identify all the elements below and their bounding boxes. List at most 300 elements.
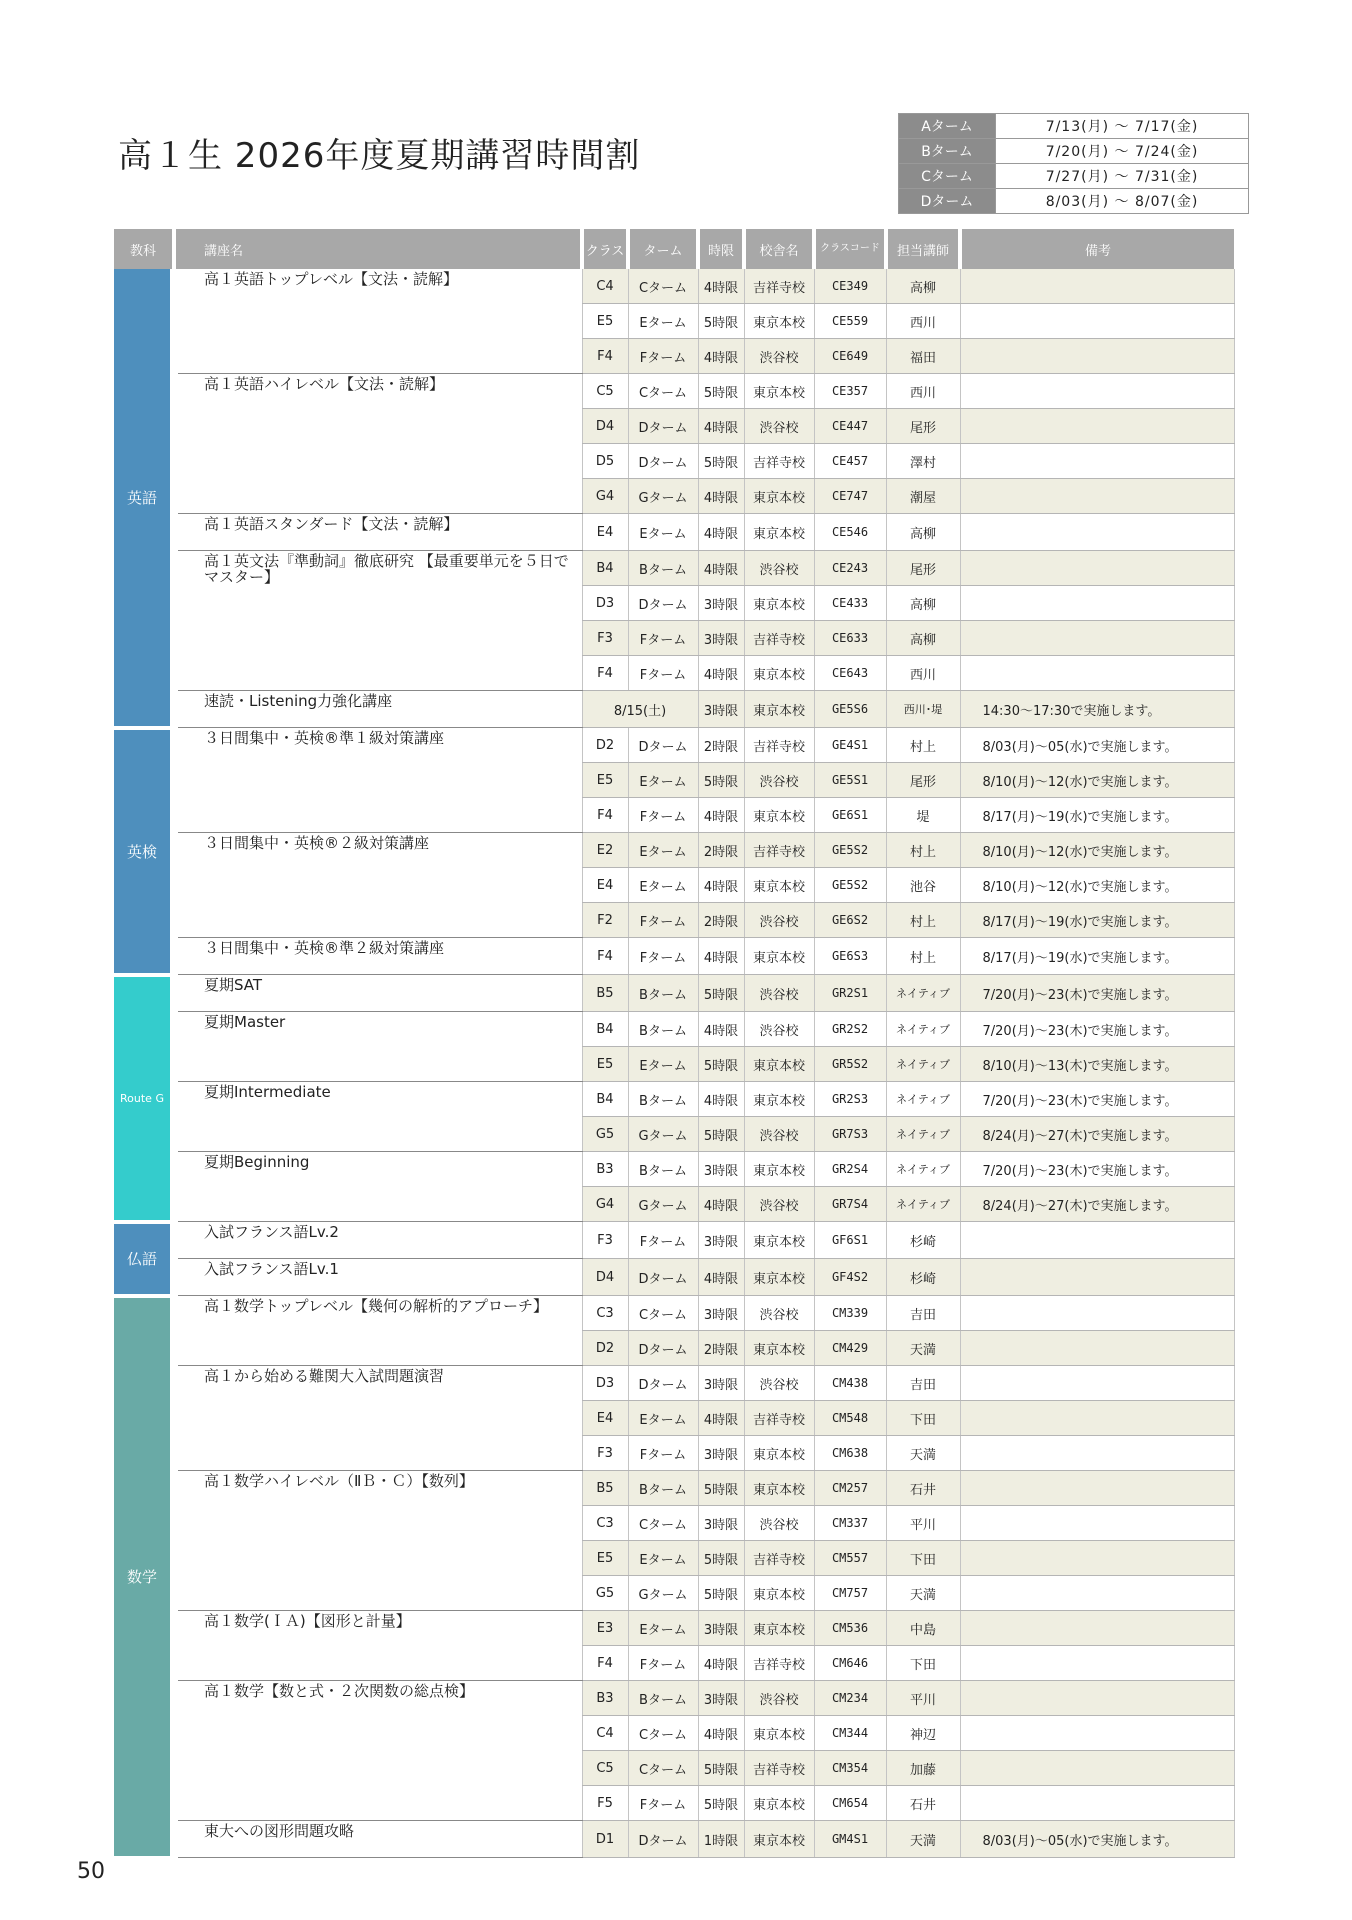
term-label: Aターム (899, 114, 996, 139)
campus-cell: 東京本校 (744, 1222, 814, 1259)
period-cell: 3時限 (698, 1436, 744, 1471)
class-cell: E3 (582, 1611, 628, 1646)
notes-cell (960, 1541, 1234, 1576)
campus-cell: 渋谷校 (744, 1366, 814, 1401)
code-cell: GF4S2 (814, 1259, 886, 1296)
term-cell: Fターム (628, 1436, 698, 1471)
term-cell: Eターム (628, 1541, 698, 1576)
teacher-cell: 加藤 (886, 1751, 960, 1786)
course-name: ３日間集中・英検®２級対策講座 (174, 833, 582, 938)
subject-label: 仏語 (114, 1222, 174, 1296)
code-cell: GR2S2 (814, 1012, 886, 1047)
course-name: 夏期Intermediate (174, 1082, 582, 1152)
code-cell: CM337 (814, 1506, 886, 1541)
campus-cell: 渋谷校 (744, 975, 814, 1012)
class-cell: D2 (582, 1331, 628, 1366)
class-cell: G5 (582, 1117, 628, 1152)
class-cell: F4 (582, 656, 628, 691)
term-label: Cターム (899, 164, 996, 189)
code-cell: GF6S1 (814, 1222, 886, 1259)
class-cell: G4 (582, 479, 628, 514)
period-cell: 5時限 (698, 1047, 744, 1082)
term-cell: Fターム (628, 656, 698, 691)
teacher-cell: 石井 (886, 1471, 960, 1506)
teacher-cell: ネイティブ (886, 1082, 960, 1117)
period-cell: 5時限 (698, 444, 744, 479)
teacher-cell: 澤村 (886, 444, 960, 479)
period-cell: 5時限 (698, 374, 744, 409)
teacher-cell: ネイティブ (886, 975, 960, 1012)
teacher-cell: ネイティブ (886, 1047, 960, 1082)
code-cell: GR5S2 (814, 1047, 886, 1082)
teacher-cell: 吉田 (886, 1366, 960, 1401)
table-row (114, 1082, 1234, 1117)
campus-cell: 東京本校 (744, 1611, 814, 1646)
term-cell: Eターム (628, 763, 698, 798)
teacher-cell: 尾形 (886, 551, 960, 586)
teacher-cell: ネイティブ (886, 1152, 960, 1187)
table-row (114, 691, 1234, 728)
class-cell: D4 (582, 1259, 628, 1296)
campus-cell: 東京本校 (744, 304, 814, 339)
term-cell: Dターム (628, 586, 698, 621)
class-cell: D3 (582, 1366, 628, 1401)
subject-label: 英検 (114, 728, 174, 975)
teacher-cell: 下田 (886, 1541, 960, 1576)
teacher-cell: 天満 (886, 1331, 960, 1366)
period-cell: 4時限 (698, 479, 744, 514)
course-name: 高１数学(ＩＡ)【図形と計量】 (174, 1611, 582, 1681)
period-cell: 3時限 (698, 1366, 744, 1401)
class-cell: F5 (582, 1786, 628, 1821)
header-teacher: 担当講師 (886, 229, 960, 269)
table-row (114, 938, 1234, 975)
course-name: 高１数学【数と式・２次関数の総点検】 (174, 1681, 582, 1821)
course-name: 夏期SAT (174, 975, 582, 1012)
period-cell: 4時限 (698, 269, 744, 304)
campus-cell: 吉祥寺校 (744, 621, 814, 656)
period-cell: 3時限 (698, 586, 744, 621)
campus-cell: 東京本校 (744, 798, 814, 833)
campus-cell: 渋谷校 (744, 763, 814, 798)
notes-cell: 8/03(月)～05(水)で実施します。 (960, 1821, 1234, 1858)
period-cell: 4時限 (698, 868, 744, 903)
class-cell: E4 (582, 1401, 628, 1436)
course-name: 東大への図形問題攻略 (174, 1821, 582, 1858)
code-cell: CM438 (814, 1366, 886, 1401)
teacher-cell: 村上 (886, 728, 960, 763)
teacher-cell: 下田 (886, 1646, 960, 1681)
code-cell: CM548 (814, 1401, 886, 1436)
term-row (899, 114, 1249, 139)
campus-cell: 渋谷校 (744, 551, 814, 586)
campus-cell: 東京本校 (744, 656, 814, 691)
period-cell: 4時限 (698, 1716, 744, 1751)
table-row (114, 1259, 1234, 1296)
notes-cell (960, 1751, 1234, 1786)
notes-cell: 8/17(月)～19(水)で実施します。 (960, 938, 1234, 975)
period-cell: 1時限 (698, 1821, 744, 1858)
campus-cell: 東京本校 (744, 1716, 814, 1751)
term-cell: Dターム (628, 1331, 698, 1366)
campus-cell: 渋谷校 (744, 1012, 814, 1047)
notes-cell (960, 1331, 1234, 1366)
term-cell: Bターム (628, 1012, 698, 1047)
class-cell: F4 (582, 339, 628, 374)
class-cell: B3 (582, 1681, 628, 1716)
term-cell: Cターム (628, 1716, 698, 1751)
table-row (114, 1296, 1234, 1331)
code-cell: CM536 (814, 1611, 886, 1646)
period-cell: 5時限 (698, 1117, 744, 1152)
header-period: 時限 (698, 229, 744, 269)
term-cell: Eターム (628, 514, 698, 551)
notes-cell (960, 1471, 1234, 1506)
teacher-cell: 西川･堤 (886, 691, 960, 728)
code-cell: GE6S2 (814, 903, 886, 938)
teacher-cell: 西川 (886, 374, 960, 409)
code-cell: GE6S3 (814, 938, 886, 975)
code-cell: GE5S6 (814, 691, 886, 728)
teacher-cell: 高柳 (886, 621, 960, 656)
term-cell: Eターム (628, 1401, 698, 1436)
teacher-cell: ネイティブ (886, 1117, 960, 1152)
notes-cell (960, 1401, 1234, 1436)
teacher-cell: 高柳 (886, 269, 960, 304)
class-cell: F4 (582, 798, 628, 833)
class-cell: D3 (582, 586, 628, 621)
class-cell: C5 (582, 1751, 628, 1786)
class-cell: B3 (582, 1152, 628, 1187)
code-cell: CE349 (814, 269, 886, 304)
teacher-cell: 村上 (886, 938, 960, 975)
course-name: 高１数学トップレベル【幾何の解析的アプローチ】 (174, 1296, 582, 1366)
code-cell: GR7S3 (814, 1117, 886, 1152)
notes-cell (960, 656, 1234, 691)
term-cell: Dターム (628, 1366, 698, 1401)
campus-cell: 吉祥寺校 (744, 1751, 814, 1786)
campus-cell: 渋谷校 (744, 1117, 814, 1152)
campus-cell: 吉祥寺校 (744, 1541, 814, 1576)
class-cell: D1 (582, 1821, 628, 1858)
subject-label: Route G (114, 975, 174, 1222)
class-cell: F3 (582, 1436, 628, 1471)
notes-cell: 8/17(月)～19(水)で実施します。 (960, 798, 1234, 833)
notes-cell: 7/20(月)～23(木)で実施します。 (960, 1082, 1234, 1117)
code-cell: GM4S1 (814, 1821, 886, 1858)
class-cell: G4 (582, 1187, 628, 1222)
class-cell: E5 (582, 1541, 628, 1576)
header-subject: 教科 (114, 229, 174, 269)
term-cell: Dターム (628, 444, 698, 479)
term-dates: 8/03(月) ～ 8/07(金) (996, 189, 1249, 214)
notes-cell: 8/03(月)～05(水)で実施します。 (960, 728, 1234, 763)
code-cell: CE643 (814, 656, 886, 691)
teacher-cell: 平川 (886, 1506, 960, 1541)
teacher-cell: 高柳 (886, 514, 960, 551)
course-name: ３日間集中・英検®準１級対策講座 (174, 728, 582, 833)
class-cell: B4 (582, 1012, 628, 1047)
header-notes: 備考 (960, 229, 1234, 269)
class-cell: F3 (582, 1222, 628, 1259)
class-cell: E4 (582, 514, 628, 551)
class-cell: F2 (582, 903, 628, 938)
table-row (114, 1471, 1234, 1506)
class-cell: F4 (582, 1646, 628, 1681)
notes-cell: 14:30～17:30で実施します。 (960, 691, 1234, 728)
code-cell: CM757 (814, 1576, 886, 1611)
notes-cell: 8/24(月)～27(木)で実施します。 (960, 1117, 1234, 1152)
teacher-cell: 尾形 (886, 409, 960, 444)
term-cell: Bターム (628, 1082, 698, 1117)
class-cell: B4 (582, 551, 628, 586)
period-cell: 3時限 (698, 691, 744, 728)
class-cell: C4 (582, 1716, 628, 1751)
period-cell: 4時限 (698, 1012, 744, 1047)
course-name: 入試フランス語Lv.1 (174, 1259, 582, 1296)
campus-cell: 吉祥寺校 (744, 728, 814, 763)
campus-cell: 吉祥寺校 (744, 1646, 814, 1681)
code-cell: GR2S1 (814, 975, 886, 1012)
notes-cell (960, 514, 1234, 551)
term-row (899, 139, 1249, 164)
class-cell: D4 (582, 409, 628, 444)
campus-cell: 吉祥寺校 (744, 444, 814, 479)
term-cell: Fターム (628, 938, 698, 975)
period-cell: 2時限 (698, 903, 744, 938)
term-dates: 7/20(月) ～ 7/24(金) (996, 139, 1249, 164)
teacher-cell: 神辺 (886, 1716, 960, 1751)
notes-cell: 8/24(月)～27(木)で実施します。 (960, 1187, 1234, 1222)
campus-cell: 渋谷校 (744, 1187, 814, 1222)
notes-cell (960, 1611, 1234, 1646)
teacher-cell: 中島 (886, 1611, 960, 1646)
period-cell: 5時限 (698, 1471, 744, 1506)
class-cell: D5 (582, 444, 628, 479)
term-dates: 7/27(月) ～ 7/31(金) (996, 164, 1249, 189)
code-cell: CE433 (814, 586, 886, 621)
class-cell: B5 (582, 975, 628, 1012)
term-cell: Gターム (628, 1187, 698, 1222)
notes-cell (960, 1366, 1234, 1401)
term-cell: Gターム (628, 1117, 698, 1152)
term-cell: Gターム (628, 1576, 698, 1611)
notes-cell (960, 269, 1234, 304)
campus-cell: 吉祥寺校 (744, 1401, 814, 1436)
period-cell: 4時限 (698, 656, 744, 691)
campus-cell: 吉祥寺校 (744, 269, 814, 304)
notes-cell (960, 1436, 1234, 1471)
header-code: クラスコード (814, 229, 886, 269)
teacher-cell: 村上 (886, 903, 960, 938)
code-cell: CE559 (814, 304, 886, 339)
term-cell: Bターム (628, 975, 698, 1012)
campus-cell: 東京本校 (744, 1436, 814, 1471)
campus-cell: 渋谷校 (744, 409, 814, 444)
teacher-cell: ネイティブ (886, 1012, 960, 1047)
timetable (114, 229, 1235, 1860)
class-cell: G5 (582, 1576, 628, 1611)
table-row (114, 551, 1234, 586)
period-cell: 3時限 (698, 1681, 744, 1716)
page-number: 50 (77, 1859, 105, 1884)
term-cell: Bターム (628, 1152, 698, 1187)
course-name: 高１英語トップレベル【文法・読解】 (174, 269, 582, 374)
code-cell: CM429 (814, 1331, 886, 1366)
notes-cell: 8/10(月)～12(水)で実施します。 (960, 763, 1234, 798)
term-legend (898, 113, 1249, 214)
notes-cell (960, 551, 1234, 586)
term-cell: Cターム (628, 1506, 698, 1541)
term-cell: Cターム (628, 269, 698, 304)
teacher-cell: 西川 (886, 656, 960, 691)
notes-cell (960, 339, 1234, 374)
table-row (114, 514, 1234, 551)
class-cell: C3 (582, 1506, 628, 1541)
teacher-cell: ネイティブ (886, 1187, 960, 1222)
teacher-cell: 尾形 (886, 763, 960, 798)
course-name: 高１英文法『準動詞』徹底研究 【最重要単元を５日でマスター】 (174, 551, 582, 691)
notes-cell (960, 1506, 1234, 1541)
header-course: 講座名 (174, 229, 582, 269)
class-cell: 8/15(土) (582, 691, 698, 728)
campus-cell: 渋谷校 (744, 1506, 814, 1541)
notes-cell (960, 1786, 1234, 1821)
course-name: 高１から始める難関大入試問題演習 (174, 1366, 582, 1471)
teacher-cell: 天満 (886, 1576, 960, 1611)
campus-cell: 東京本校 (744, 479, 814, 514)
notes-cell (960, 374, 1234, 409)
term-cell: Bターム (628, 551, 698, 586)
notes-cell (960, 1716, 1234, 1751)
term-cell: Dターム (628, 1821, 698, 1858)
term-cell: Dターム (628, 1259, 698, 1296)
code-cell: GR2S4 (814, 1152, 886, 1187)
code-cell: CE633 (814, 621, 886, 656)
table-row (114, 1681, 1234, 1716)
period-cell: 3時限 (698, 1506, 744, 1541)
notes-cell (960, 1576, 1234, 1611)
notes-cell (960, 479, 1234, 514)
period-cell: 2時限 (698, 728, 744, 763)
campus-cell: 東京本校 (744, 691, 814, 728)
notes-cell (960, 304, 1234, 339)
period-cell: 3時限 (698, 1152, 744, 1187)
code-cell: GE5S1 (814, 763, 886, 798)
teacher-cell: 天満 (886, 1821, 960, 1858)
class-cell: E4 (582, 868, 628, 903)
period-cell: 5時限 (698, 1786, 744, 1821)
code-cell: GE6S1 (814, 798, 886, 833)
notes-cell (960, 621, 1234, 656)
period-cell: 4時限 (698, 409, 744, 444)
period-cell: 3時限 (698, 621, 744, 656)
notes-cell (960, 444, 1234, 479)
teacher-cell: 西川 (886, 304, 960, 339)
period-cell: 4時限 (698, 1646, 744, 1681)
code-cell: CM557 (814, 1541, 886, 1576)
teacher-cell: 福田 (886, 339, 960, 374)
period-cell: 5時限 (698, 763, 744, 798)
campus-cell: 東京本校 (744, 1471, 814, 1506)
campus-cell: 東京本校 (744, 1259, 814, 1296)
period-cell: 4時限 (698, 551, 744, 586)
teacher-cell: 天満 (886, 1436, 960, 1471)
table-row (114, 374, 1234, 409)
course-name: 入試フランス語Lv.2 (174, 1222, 582, 1259)
period-cell: 3時限 (698, 1611, 744, 1646)
term-label: Dターム (899, 189, 996, 214)
period-cell: 3時限 (698, 1296, 744, 1331)
term-cell: Fターム (628, 903, 698, 938)
code-cell: CE357 (814, 374, 886, 409)
term-cell: Fターム (628, 1222, 698, 1259)
notes-cell (960, 1296, 1234, 1331)
table-row (114, 1152, 1234, 1187)
code-cell: CM638 (814, 1436, 886, 1471)
notes-cell (960, 409, 1234, 444)
teacher-cell: 潮屋 (886, 479, 960, 514)
campus-cell: 東京本校 (744, 374, 814, 409)
subject-label: 数学 (114, 1296, 174, 1858)
class-cell: F4 (582, 938, 628, 975)
page-title: 高１生 2026年度夏期講習時間割 (118, 136, 641, 176)
table-row (114, 1821, 1234, 1858)
notes-cell (960, 586, 1234, 621)
campus-cell: 東京本校 (744, 1331, 814, 1366)
notes-cell (960, 1681, 1234, 1716)
class-cell: C3 (582, 1296, 628, 1331)
period-cell: 5時限 (698, 1576, 744, 1611)
class-cell: E5 (582, 763, 628, 798)
term-cell: Dターム (628, 728, 698, 763)
class-cell: C4 (582, 269, 628, 304)
teacher-cell: 堤 (886, 798, 960, 833)
code-cell: CM646 (814, 1646, 886, 1681)
period-cell: 3時限 (698, 1222, 744, 1259)
class-cell: B5 (582, 1471, 628, 1506)
teacher-cell: 杉崎 (886, 1222, 960, 1259)
class-cell: E2 (582, 833, 628, 868)
code-cell: CE546 (814, 514, 886, 551)
term-cell: Fターム (628, 339, 698, 374)
campus-cell: 東京本校 (744, 868, 814, 903)
term-cell: Eターム (628, 304, 698, 339)
term-cell: Fターム (628, 798, 698, 833)
timetable-body (114, 269, 1234, 1858)
period-cell: 5時限 (698, 304, 744, 339)
period-cell: 5時限 (698, 975, 744, 1012)
term-cell: Eターム (628, 1611, 698, 1646)
code-cell: GE4S1 (814, 728, 886, 763)
class-cell: D2 (582, 728, 628, 763)
code-cell: CE457 (814, 444, 886, 479)
table-row (114, 975, 1234, 1012)
term-cell: Eターム (628, 833, 698, 868)
code-cell: CM339 (814, 1296, 886, 1331)
course-name: 夏期Beginning (174, 1152, 582, 1222)
term-cell: Bターム (628, 1471, 698, 1506)
header-row (114, 229, 1234, 269)
table-row (114, 728, 1234, 763)
code-cell: CM654 (814, 1786, 886, 1821)
teacher-cell: 杉崎 (886, 1259, 960, 1296)
period-cell: 4時限 (698, 1187, 744, 1222)
header-class: クラス (582, 229, 628, 269)
campus-cell: 東京本校 (744, 514, 814, 551)
period-cell: 4時限 (698, 1082, 744, 1117)
campus-cell: 東京本校 (744, 1152, 814, 1187)
